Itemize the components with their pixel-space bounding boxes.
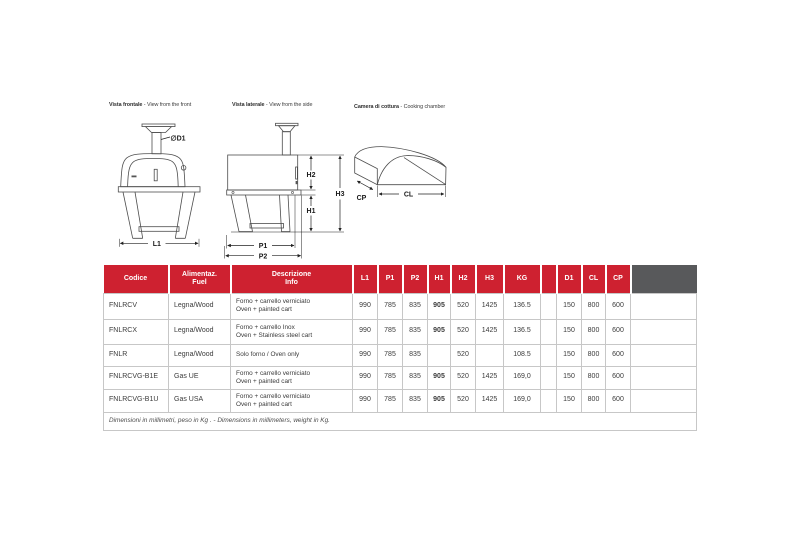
cell-h3: 1425	[476, 319, 504, 344]
desc-line-en: Oven + painted cart	[236, 306, 292, 313]
footnote-row	[104, 412, 697, 430]
brand-logo-mark	[132, 176, 137, 178]
desc-line-it: Forno + carrello verniciato	[236, 298, 311, 305]
dim-label-p2: P2	[258, 253, 268, 261]
dim-label-p1: P1	[258, 243, 268, 251]
front-view-title-it: Vista frontale	[109, 101, 143, 108]
cell-cl: 800	[582, 389, 606, 412]
col-header-p2: P2	[403, 265, 428, 293]
cell-h1: 905	[428, 366, 451, 389]
cell-d1: 150	[557, 319, 582, 344]
cell-l1: 990	[353, 389, 378, 412]
side-view-title-it: Vista laterale	[232, 101, 265, 108]
desc-line-it: Forno + carrello verniciato	[236, 369, 311, 377]
cell-kg: 169,0	[504, 366, 541, 389]
chamber-left-face-edges	[355, 157, 378, 185]
table-row	[104, 389, 697, 412]
cell-cp: 600	[606, 319, 631, 344]
col-header-cp: CP	[606, 265, 631, 293]
table-row	[104, 344, 697, 366]
table-footnote: Dimensioni in millimetri, peso in Kg . - Dimensions in millimeters, weight in Kg.	[104, 412, 697, 430]
bolt-right	[291, 191, 293, 193]
cell-fuel: Legna/Wood	[169, 344, 231, 366]
cell-spacer	[541, 319, 557, 344]
front-view-title-en: - View from the front	[142, 101, 192, 108]
desc-line-it: Solo forno / Oven only	[236, 351, 300, 358]
chimney-pipe	[152, 133, 161, 154]
cell-h3: 1425	[476, 366, 504, 389]
desc-line-en: Oven + painted cart	[236, 377, 292, 385]
desc-header-line2: Info	[285, 278, 298, 286]
cell-d1: 150	[557, 389, 582, 412]
front-oven-drawing	[118, 124, 200, 238]
cell-h3: 1425	[476, 293, 504, 319]
col-header-h3: H3	[476, 265, 504, 293]
cell-p2: 835	[403, 319, 428, 344]
cell-p1: 785	[378, 366, 403, 389]
col-header-d1: D1	[557, 265, 582, 293]
cell-fuel: Gas USA	[169, 389, 231, 412]
col-header-fuel	[169, 265, 231, 293]
chamber-title-en: - Cooking chamber	[398, 103, 446, 110]
table-row	[104, 319, 697, 344]
desc-line-en: Oven + Stainless steel cart	[236, 331, 313, 339]
chamber-dimension-lines	[357, 181, 445, 197]
oven-door-arch	[128, 159, 179, 187]
cell-extra	[631, 366, 697, 389]
cell-l1: 990	[353, 319, 378, 344]
col-header-spacer	[541, 265, 557, 293]
col-header-desc	[231, 265, 353, 293]
cell-codice: FNLR	[104, 344, 169, 366]
oven-body-side	[228, 155, 298, 190]
tabletop-front	[118, 187, 200, 192]
cell-fuel: Gas UE	[169, 366, 231, 389]
cell-kg: 136.5	[504, 293, 541, 319]
bottom-shelf-side	[250, 224, 284, 229]
col-header-kg: KG	[504, 265, 541, 293]
front-view-figure	[108, 118, 208, 250]
cell-p2: 835	[403, 344, 428, 366]
chimney-pipe-side	[282, 132, 290, 155]
cell-h2: 520	[451, 344, 476, 366]
dim-label-l1: L1	[152, 240, 161, 248]
cell-h1: 905	[428, 293, 451, 319]
dim-label-h2: H2	[306, 171, 316, 179]
cell-p1: 785	[378, 319, 403, 344]
cell-cp: 600	[606, 344, 631, 366]
chimney-cap	[146, 127, 172, 133]
cell-fuel: Legna/Wood	[169, 293, 231, 319]
bottom-shelf-front	[139, 227, 179, 232]
fuel-header-line1: Alimentaz.	[181, 270, 217, 278]
front-view-title	[109, 102, 191, 108]
d1-leader-line	[161, 137, 170, 140]
desc-line-it: Forno + carrello verniciato	[236, 392, 311, 400]
cell-extra	[631, 319, 697, 344]
cell-kg: 108.5	[504, 344, 541, 366]
chamber-figure	[348, 138, 460, 210]
cell-desc	[231, 344, 353, 366]
chamber-drawing	[355, 147, 446, 185]
cell-codice: FNLRCV	[104, 293, 169, 319]
cp-arrow	[357, 181, 373, 190]
cell-p2: 835	[403, 389, 428, 412]
cell-p1: 785	[378, 389, 403, 412]
col-header-codice: Codice	[104, 265, 169, 293]
cell-d1: 150	[557, 366, 582, 389]
cell-d1: 150	[557, 293, 582, 319]
cell-p2: 835	[403, 293, 428, 319]
cell-h3: 1425	[476, 389, 504, 412]
side-view-title	[232, 102, 312, 108]
table-row	[104, 366, 697, 389]
desc-line-en: Oven + painted cart	[236, 400, 292, 408]
cell-spacer	[541, 293, 557, 319]
cell-extra	[631, 389, 697, 412]
cell-kg: 169,0	[504, 389, 541, 412]
cell-h1	[428, 344, 451, 366]
side-dimension-lines	[225, 155, 344, 259]
cell-p1: 785	[378, 293, 403, 319]
cell-l1: 990	[353, 293, 378, 319]
cell-p1: 785	[378, 344, 403, 366]
dim-label-cp: CP	[356, 195, 367, 202]
cell-desc	[231, 366, 353, 389]
chamber-title-it: Camera di cottura	[354, 103, 399, 110]
desc-header-line1: Descrizione	[271, 270, 312, 278]
cell-extra	[631, 293, 697, 319]
side-view-figure	[222, 115, 352, 262]
cell-h2: 520	[451, 389, 476, 412]
cell-h3	[476, 344, 504, 366]
right-leg-side	[280, 195, 291, 232]
side-oven-drawing	[227, 123, 301, 231]
cell-spacer	[541, 366, 557, 389]
desc-line-it: Forno + carrello Inox	[236, 323, 295, 331]
cell-cp: 600	[606, 389, 631, 412]
cell-h1: 905	[428, 319, 451, 344]
cell-codice: FNLRCVG-B1E	[104, 366, 169, 389]
dim-label-h3: H3	[335, 191, 345, 199]
col-header-p1: P1	[378, 265, 403, 293]
chamber-title	[354, 104, 445, 110]
cell-extra	[631, 344, 697, 366]
dim-label-d1: ∅D1	[170, 135, 186, 143]
door-edge-detail	[296, 167, 298, 179]
cell-fuel: Legna/Wood	[169, 319, 231, 344]
cell-codice: FNLRCX	[104, 319, 169, 344]
cell-kg: 136.5	[504, 319, 541, 344]
cell-spacer	[541, 344, 557, 366]
bolt-left	[232, 191, 234, 193]
cell-d1: 150	[557, 344, 582, 366]
cell-cp: 600	[606, 366, 631, 389]
col-header-l1: L1	[353, 265, 378, 293]
left-leg-side	[231, 195, 253, 232]
cell-h2: 520	[451, 366, 476, 389]
cell-cp: 600	[606, 293, 631, 319]
col-header-cl: CL	[582, 265, 606, 293]
col-header-h2: H2	[451, 265, 476, 293]
cell-h1: 905	[428, 389, 451, 412]
cell-desc	[231, 319, 353, 344]
dim-label-cl: CL	[403, 191, 414, 199]
fuel-header-line2: Fuel	[192, 278, 207, 286]
cell-cl: 800	[582, 293, 606, 319]
cell-cl: 800	[582, 344, 606, 366]
tabletop-side	[227, 190, 301, 195]
cell-h2: 520	[451, 319, 476, 344]
col-header-h1: H1	[428, 265, 451, 293]
spec-table	[103, 265, 697, 431]
cell-cl: 800	[582, 319, 606, 344]
cell-desc	[231, 389, 353, 412]
col-header-extra	[631, 265, 697, 293]
cell-l1: 990	[353, 344, 378, 366]
chamber-outline	[355, 147, 446, 185]
cell-codice: FNLRCVG-B1U	[104, 389, 169, 412]
cell-h2: 520	[451, 293, 476, 319]
side-view-title-en: - View from the side	[264, 101, 313, 108]
cell-desc	[231, 293, 353, 319]
cell-spacer	[541, 389, 557, 412]
door-handle	[154, 169, 157, 181]
chimney-cap-side	[279, 126, 296, 132]
cell-p2: 835	[403, 366, 428, 389]
cell-cl: 800	[582, 366, 606, 389]
cell-l1: 990	[353, 366, 378, 389]
table-row	[104, 293, 697, 319]
dim-label-h1: H1	[306, 208, 316, 216]
header-row	[104, 265, 697, 293]
door-latch	[296, 181, 298, 184]
